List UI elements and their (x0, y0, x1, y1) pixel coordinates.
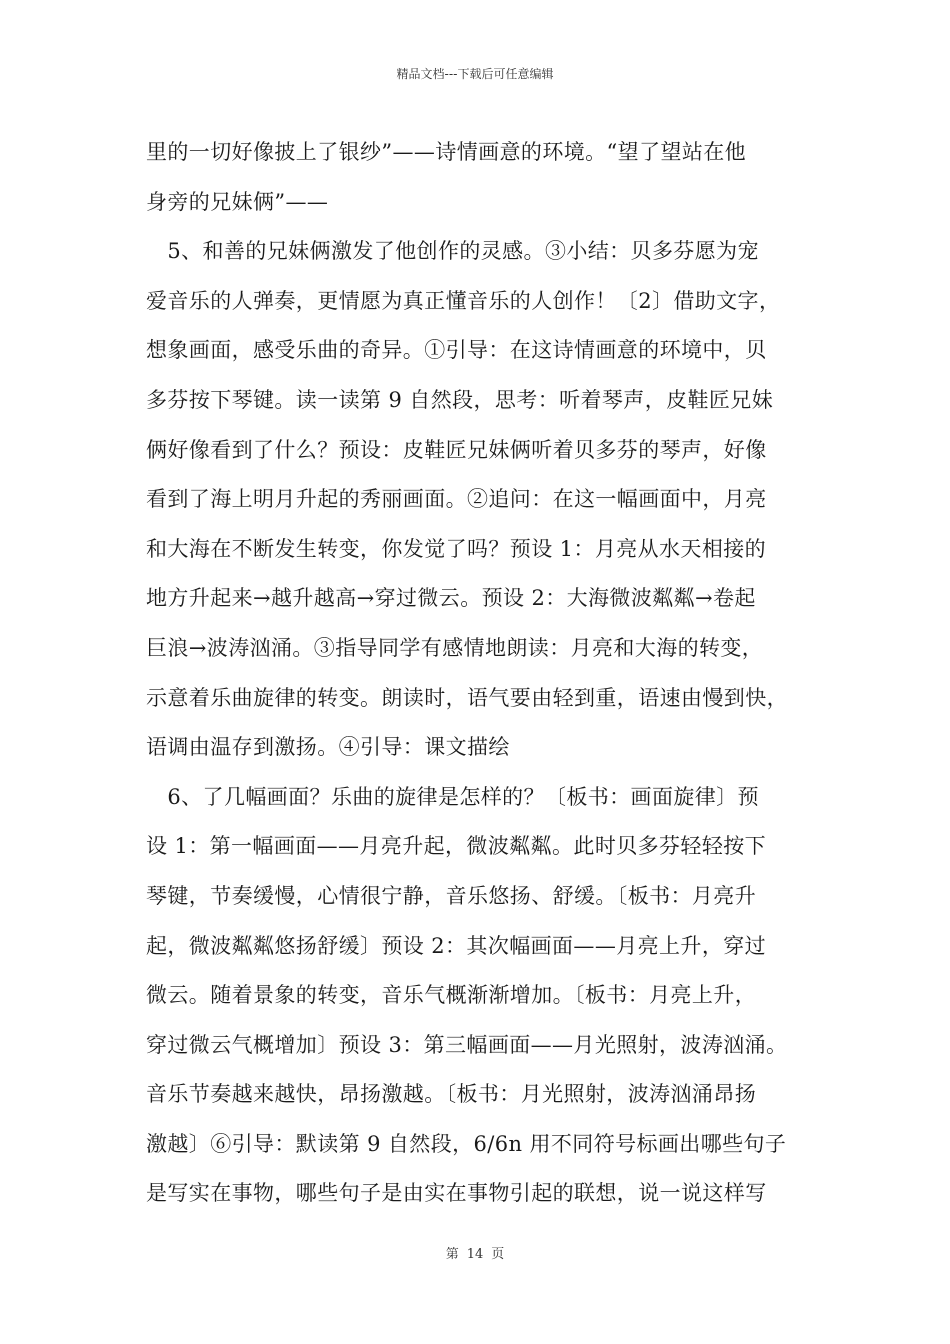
text-line: 看到了海上明月升起的秀丽画面。②追问：在这一幅画面中，月亮 (146, 487, 767, 512)
page-footer (0, 1246, 950, 1264)
text-line: 是写实在事物，哪些句子是由实在事物引起的联想，说一说这样写 (146, 1181, 767, 1206)
text-line: 音乐节奏越来越快，昂扬激越。〔板书：月光照射，波涛汹涌昂扬 (146, 1082, 757, 1107)
page-label-prefix: 第 (445, 1247, 459, 1262)
text-line: 示意着乐曲旋律的转变。朗读时，语气要由轻到重，语速由慢到快， (146, 685, 788, 710)
text-line: 微云。随着景象的转变，音乐气概渐渐增加。〔板书：月亮上升， (146, 983, 757, 1008)
text-line: 激越〕⑥引导：默读第 9 自然段，6/6n 用不同符号标画出哪些句子 (146, 1131, 787, 1156)
text-line: 俩好像看到了什么？预设：皮鞋匠兄妹俩听着贝多芬的琴声，好像 (146, 437, 767, 462)
text-line: 巨浪→波涛汹涌。③指导同学有感情地朗读：月亮和大海的转变， (146, 635, 764, 660)
text-line: 起，微波粼粼悠扬舒缓〕预设 2：其次幅画面——月亮上升，穿过 (146, 933, 767, 958)
text-line: 身旁的兄妹俩”—— (146, 189, 329, 214)
text-line: 想象画面，感受乐曲的奇异。①引导：在这诗情画意的环境中，贝 (146, 338, 767, 363)
text-line: 6、了几幅画面？乐曲的旋律是怎样的？〔板书：画面旋律〕预 (146, 784, 759, 809)
text-line: 设 1：第一幅画面——月亮升起，微波粼粼。此时贝多芬轻轻按下 (146, 834, 767, 859)
text-line: 和大海在不断发生转变，你发觉了吗？预设 1：月亮从水天相接的 (146, 536, 767, 561)
text-line: 语调由温存到激扬。④引导：课文描绘 (146, 735, 510, 760)
page-number: 14 (466, 1247, 484, 1262)
text-line: 地方升起来→越升越高→穿过微云。预设 2：大海微波粼粼→卷起 (146, 586, 756, 611)
text-line: 琴键，节奏缓慢，心情很宁静，音乐悠扬、舒缓。〔板书：月亮升 (146, 883, 757, 908)
text-line: 里的一切好像披上了银纱”——诗情画意的环境。“望了望站在他 (146, 140, 747, 164)
text-line: 穿过微云气概增加〕预设 3：第三幅画面——月光照射，波涛汹涌。 (146, 1032, 788, 1057)
text-line: 爱音乐的人弹奏，更情愿为真正懂音乐的人创作！〔2〕借助文字， (146, 288, 781, 313)
text-line: 5、和善的兄妹俩激发了他创作的灵感。③小结：贝多芬愿为宠 (146, 239, 759, 264)
page-label-suffix: 页 (491, 1247, 505, 1262)
body-text (146, 128, 826, 1219)
text-line: 多芬按下琴键。读一读第 9 自然段，思考：听着琴声，皮鞋匠兄妹 (146, 387, 774, 412)
page-header: 精品文档---下载后可任意编辑 (396, 67, 554, 81)
